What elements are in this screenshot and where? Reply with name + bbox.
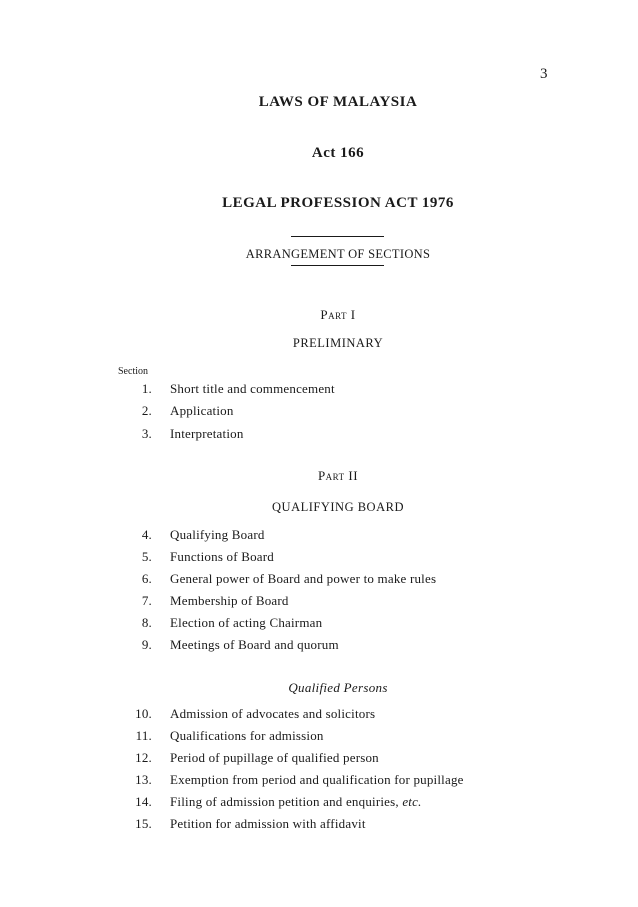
section-title: Membership of Board [170,593,289,608]
section-row [118,381,598,399]
section-title: Exemption from period and qualification for pupillage [170,772,464,787]
arrangement-heading: ARRANGEMENT OF SECTIONS [245,247,431,261]
part-2-numeral: II [348,468,359,483]
section-number: 10. [135,706,152,721]
law-title: LAWS OF MALAYSIA [258,94,418,110]
section-title: Period of pupillage of qualified person [170,750,379,765]
section-title: Petition for admission with affidavit [170,816,366,831]
section-row [118,794,598,812]
section-number: 5. [141,549,152,564]
page-number: 3 [540,66,548,82]
section-column-label: Section [118,366,148,377]
section-row [118,728,598,746]
part-2-word: Part [317,468,345,483]
qualified-persons-heading: Qualified Persons [288,680,388,695]
section-title: Admission of advocates and solicitors [170,706,376,721]
section-row [118,816,598,834]
section-title: Election of acting Chairman [170,615,323,630]
section-number: 15. [135,816,152,831]
act-number: Act 166 [311,145,365,161]
section-title: Application [170,403,234,418]
act-name: LEGAL PROFESSION ACT 1976 [222,195,454,211]
part-2-title: QUALIFYING BOARD [272,500,404,514]
section-row [118,593,598,611]
section-title: Meetings of Board and quorum [170,637,339,652]
section-row [118,615,598,633]
section-number: 7. [141,593,152,608]
section-row [118,750,598,768]
section-number: 2. [141,403,152,418]
section-row [118,403,598,421]
section-row [118,706,598,724]
section-row [118,527,598,545]
section-title [170,794,422,810]
section-row [118,549,598,567]
section-number: 12. [135,750,152,765]
section-number: 13. [135,772,152,787]
part-1-title: PRELIMINARY [292,336,384,350]
section-number: 6. [141,571,152,586]
rule-bottom [291,265,384,266]
section-number: 14. [135,794,152,809]
part-2-label [0,468,638,484]
section-row [118,426,598,444]
section-number: 4. [141,527,152,542]
section-title: Functions of Board [170,549,274,564]
section-title-text: Filing of admission petition and enquiries, [170,794,399,809]
part-1-word: Part [320,307,348,322]
rule-top [291,236,384,237]
section-row [118,571,598,589]
section-row [118,637,598,655]
section-title: Short title and commencement [170,381,335,396]
section-title: Qualifying Board [170,527,265,542]
section-title-italic: etc. [402,794,422,809]
section-number: 3. [141,426,152,441]
section-number: 8. [141,615,152,630]
part-1-numeral: I [350,307,356,322]
section-title: Interpretation [170,426,244,441]
section-number: 11. [135,728,152,743]
section-number: 1. [141,381,152,396]
section-number: 9. [141,637,152,652]
section-row [118,772,598,790]
section-title: Qualifications for admission [170,728,324,743]
section-title: General power of Board and power to make rules [170,571,437,586]
part-1-label [0,307,638,323]
